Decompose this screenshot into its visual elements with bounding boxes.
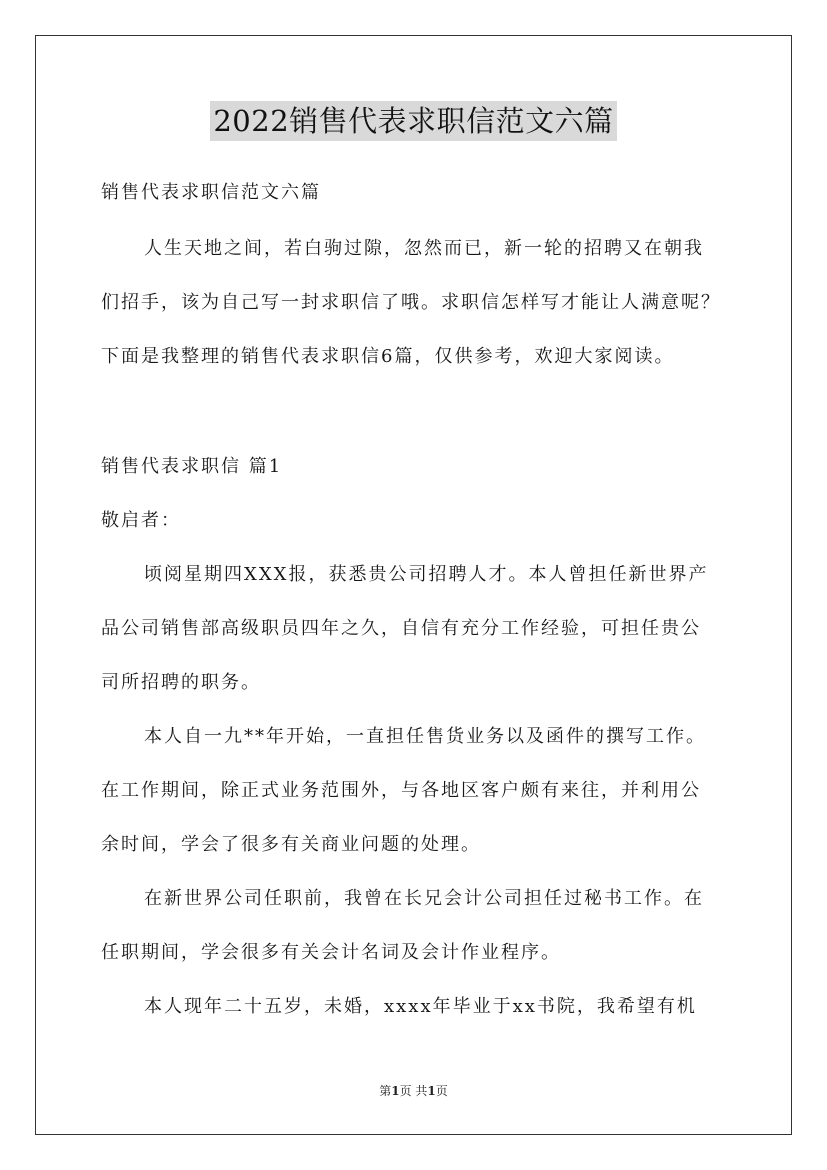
footer-page-prefix: 第 [379, 1084, 392, 1098]
page-footer [0, 1083, 827, 1099]
paragraph1-line-1: 顷阅星期四XXX报，获悉贵公司招聘人才。本人曾担任新世界产 [144, 564, 709, 585]
paragraph2-line-1: 本人自一九**年开始，一直担任售货业务以及函件的撰写工作。 [144, 726, 706, 747]
paragraph1-line-2: 品公司销售部高级职员四年之久，自信有充分工作经验，可担任贵公 [101, 618, 701, 639]
footer-total-pages: 1 [427, 1084, 436, 1098]
footer-page-suffix: 页 [435, 1084, 448, 1098]
paragraph2-line-3: 余时间，学会了很多有关商业问题的处理。 [101, 834, 481, 855]
paragraph2-line-2: 在工作期间，除正式业务范围外，与各地区客户颇有来往，并利用公 [101, 780, 701, 801]
intro-line-2: 们招手，该为自己写一封求职信了哦。求职信怎样写才能让人满意呢？ [101, 292, 721, 313]
intro-line-1: 人生天地之间，若白驹过隙，忽然而已，新一轮的招聘又在朝我 [144, 238, 704, 259]
title-container [0, 101, 827, 141]
footer-page-mid: 页 共 [399, 1084, 428, 1098]
paragraph1-line-3: 司所招聘的职务。 [101, 672, 261, 693]
paragraph3-line-2: 任职期间，学会很多有关会计名词及会计作业程序。 [101, 942, 561, 963]
intro-line-3: 下面是我整理的销售代表求职信6篇，仅供参考，欢迎大家阅读。 [101, 346, 675, 367]
paragraph4-line-1: 本人现年二十五岁，未婚，xxxx年毕业于xx书院，我希望有机 [144, 996, 697, 1017]
section-heading: 销售代表求职信 篇1 [101, 456, 283, 477]
document-title: 2022销售代表求职信范文六篇 [210, 101, 616, 141]
footer-page-number: 1 [391, 1084, 400, 1098]
paragraph3-line-1: 在新世界公司任职前，我曾在长兄会计公司担任过秘书工作。在 [144, 888, 704, 909]
document-subtitle: 销售代表求职信范文六篇 [101, 182, 321, 203]
salutation: 敬启者： [101, 510, 181, 531]
